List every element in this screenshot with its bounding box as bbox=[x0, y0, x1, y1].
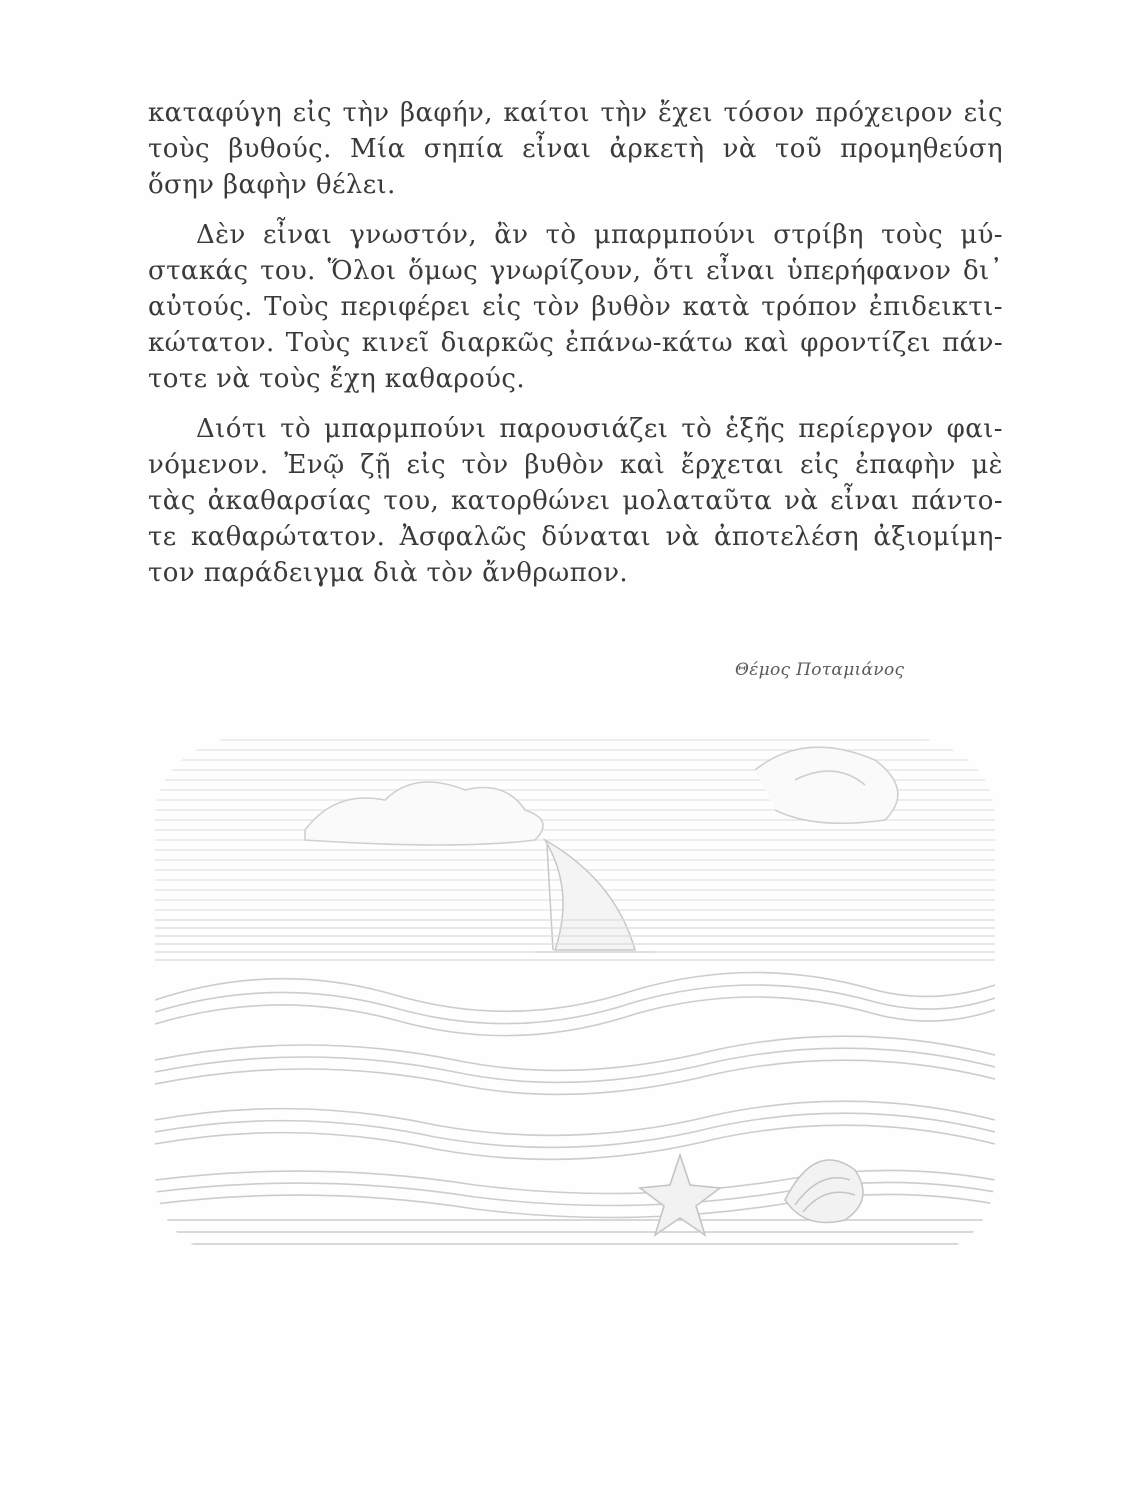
text-line: τοτε νὰ τοὺς ἔχη καθαρούς. bbox=[148, 364, 525, 394]
shell-icon bbox=[785, 1160, 863, 1223]
body-text bbox=[148, 95, 1003, 591]
author-signature: Θέμος Ποταμιάνος bbox=[735, 660, 905, 680]
text-line: τοὺς βυθούς. Μία σηπία εἶναι ἀρκετὴ νὰ τοῦ προμηθεύση bbox=[148, 134, 1003, 164]
text-line: Δὲν εἶναι γνωστόν, ἂν τὸ μπαρμπούνι στρίβη τοὺς μύ- bbox=[196, 220, 1003, 250]
text-line: τὰς ἀκαθαρσίας του, κατορθώνει μολαταῦτα νὰ εἶναι πάντο- bbox=[148, 486, 1003, 516]
text-line: αὐτούς. Τοὺς περιφέρει εἰς τὸν βυθὸν κατὰ τρόπον ἐπιδεικτι- bbox=[148, 292, 1003, 322]
text-line: τε καθαρώτατον. Ἀσφαλῶς δύναται νὰ ἀποτελέση ἀξιομίμη- bbox=[148, 522, 1003, 552]
sea-engraving-illustration bbox=[155, 700, 995, 1260]
sailboat-icon bbox=[535, 840, 655, 952]
text-line: κώτατον. Τοὺς κινεῖ διαρκῶς ἐπάνω-κάτω καὶ φροντίζει πάν- bbox=[148, 328, 1003, 358]
text-line: καταφύγη εἰς τὴν βαφήν, καίτοι τὴν ἔχει τόσον πρόχειρον εἰς bbox=[148, 98, 1003, 128]
text-line: Διότι τὸ μπαρμπούνι παρουσιάζει τὸ ἑξῆς περίεργον φαι- bbox=[196, 414, 1003, 444]
text-line: στακάς του. Ὅλοι ὅμως γνωρίζουν, ὅτι εἶναι ὑπερήφανον δι᾽ bbox=[148, 256, 1003, 286]
wave-crests bbox=[155, 973, 995, 1245]
starfish-icon bbox=[640, 1155, 720, 1235]
text-line: τον παράδειγμα διὰ τὸν ἄνθρωπον. bbox=[148, 558, 629, 588]
text-line: νόμενον. Ἐνῷ ζῇ εἰς τὸν βυθὸν καὶ ἔρχεται εἰς ἐπαφὴν μὲ bbox=[148, 450, 1003, 480]
text-line: ὅσην βαφὴν θέλει. bbox=[148, 170, 396, 200]
